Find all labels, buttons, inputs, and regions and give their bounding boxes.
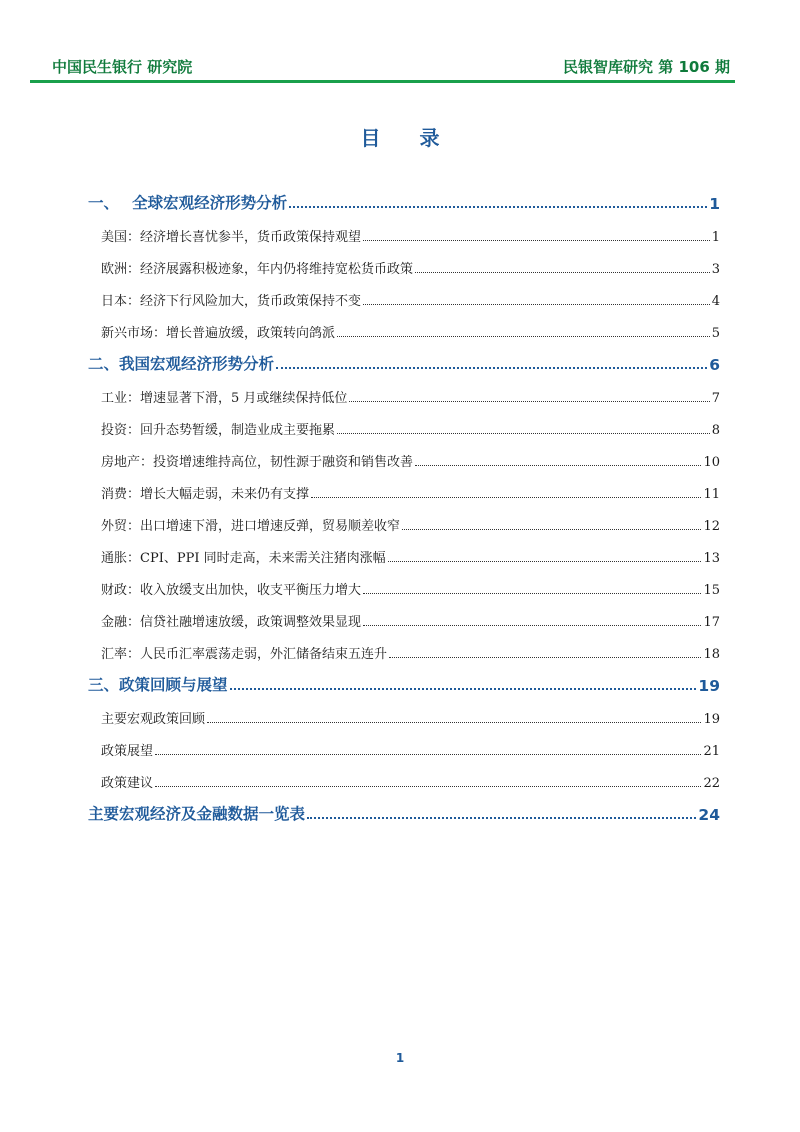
toc-section-entry[interactable] [88, 182, 720, 213]
toc-subsection-entry[interactable] [88, 438, 720, 470]
toc-entry-label: 一、 全球宏观经济形势分析 [88, 194, 288, 212]
toc-entry-page: 18 [703, 647, 720, 662]
toc-entry-page: 24 [698, 806, 720, 824]
toc-section-entry[interactable] [88, 664, 720, 695]
toc-dot-leader [230, 688, 697, 690]
toc-dot-leader [289, 206, 707, 208]
toc-subsection-entry[interactable] [88, 502, 720, 534]
toc-dot-leader [307, 817, 696, 819]
toc-dot-leader [402, 529, 701, 530]
toc-entry-label: 主要宏观政策回顾 [101, 712, 206, 727]
toc-entry-label: 消费：增长大幅走弱，未来仍有支撑 [101, 487, 310, 502]
toc-entry-label: 通胀：CPI、PPI 同时走高，未来需关注猪肉涨幅 [101, 551, 386, 566]
toc-entry-label: 财政：收入放缓支出加快，收支平衡压力增大 [101, 583, 362, 598]
toc-dot-leader [311, 497, 701, 498]
toc-dot-leader [349, 401, 709, 402]
toc-entry-page: 10 [703, 455, 720, 470]
toc-entry-label: 工业：增速显著下滑，5 月或继续保持低位 [101, 391, 348, 406]
table-of-contents [88, 182, 720, 824]
toc-entry-page: 13 [703, 551, 720, 566]
toc-entry-label: 政策展望 [101, 744, 154, 759]
toc-dot-leader [155, 754, 701, 755]
toc-subsection-entry[interactable] [88, 213, 720, 245]
toc-entry-page: 3 [711, 262, 720, 277]
toc-entry-page: 6 [709, 356, 720, 374]
toc-dot-leader [389, 657, 701, 658]
toc-entry-label: 新兴市场：增长普遍放缓，政策转向鸽派 [101, 326, 336, 341]
toc-entry-page: 1 [709, 195, 720, 213]
toc-subsection-entry[interactable] [88, 534, 720, 566]
toc-dot-leader [363, 304, 710, 305]
toc-entry-label: 主要宏观经济及金融数据一览表 [88, 805, 306, 823]
header-issue: 民银智库研究 第 106 期 [563, 58, 730, 76]
toc-subsection-entry[interactable] [88, 695, 720, 727]
toc-entry-label: 日本：经济下行风险加大，货币政策保持不变 [101, 294, 362, 309]
toc-dot-leader [363, 240, 710, 241]
toc-entry-page: 4 [711, 294, 720, 309]
toc-section-entry[interactable] [88, 793, 720, 824]
toc-dot-leader [337, 433, 710, 434]
toc-subsection-entry[interactable] [88, 309, 720, 341]
header-divider [30, 80, 735, 83]
toc-entry-page: 17 [703, 615, 720, 630]
toc-entry-page: 22 [703, 776, 720, 791]
toc-entry-label: 二、我国宏观经济形势分析 [88, 355, 275, 373]
toc-subsection-entry[interactable] [88, 598, 720, 630]
toc-entry-label: 三、政策回顾与展望 [88, 676, 228, 694]
toc-dot-leader [363, 593, 701, 594]
toc-subsection-entry[interactable] [88, 630, 720, 662]
toc-entry-page: 12 [703, 519, 720, 534]
toc-entry-page: 19 [703, 712, 720, 727]
toc-entry-label: 投资：回升态势暂缓，制造业成主要拖累 [101, 423, 336, 438]
toc-entry-page: 8 [711, 423, 720, 438]
toc-entry-page: 15 [703, 583, 720, 598]
toc-dot-leader [276, 367, 707, 369]
toc-entry-page: 11 [703, 487, 720, 502]
toc-dot-leader [207, 722, 701, 723]
toc-subsection-entry[interactable] [88, 277, 720, 309]
toc-subsection-entry[interactable] [88, 374, 720, 406]
toc-entry-page: 19 [698, 677, 720, 695]
toc-entry-label: 政策建议 [101, 776, 154, 791]
toc-dot-leader [388, 561, 702, 562]
toc-subsection-entry[interactable] [88, 470, 720, 502]
toc-entry-page: 1 [711, 230, 720, 245]
toc-entry-label: 金融：信贷社融增速放缓，政策调整效果显现 [101, 615, 362, 630]
toc-dot-leader [415, 465, 701, 466]
toc-entry-label: 外贸：出口增速下滑，进口增速反弹，贸易顺差收窄 [101, 519, 401, 534]
toc-dot-leader [155, 786, 701, 787]
toc-subsection-entry[interactable] [88, 245, 720, 277]
toc-dot-leader [337, 336, 710, 337]
toc-section-entry[interactable] [88, 343, 720, 374]
toc-subsection-entry[interactable] [88, 727, 720, 759]
toc-title: 目 录 [360, 126, 456, 150]
toc-entry-page: 7 [711, 391, 720, 406]
page-number: 1 [395, 1051, 405, 1065]
toc-entry-page: 5 [711, 326, 720, 341]
toc-entry-label: 房地产：投资增速维持高位，韧性源于融资和销售改善 [101, 455, 414, 470]
toc-subsection-entry[interactable] [88, 759, 720, 791]
toc-entry-label: 汇率：人民币汇率震荡走弱，外汇储备结束五连升 [101, 647, 388, 662]
toc-entry-label: 美国：经济增长喜忧参半，货币政策保持观望 [101, 230, 362, 245]
header-org: 中国民生银行 研究院 [52, 58, 193, 76]
page-header [52, 56, 730, 78]
toc-subsection-entry[interactable] [88, 566, 720, 598]
toc-entry-page: 21 [703, 744, 720, 759]
toc-entry-label: 欧洲：经济展露积极迹象，年内仍将维持宽松货币政策 [101, 262, 414, 277]
toc-subsection-entry[interactable] [88, 406, 720, 438]
toc-dot-leader [363, 625, 701, 626]
toc-dot-leader [415, 272, 710, 273]
